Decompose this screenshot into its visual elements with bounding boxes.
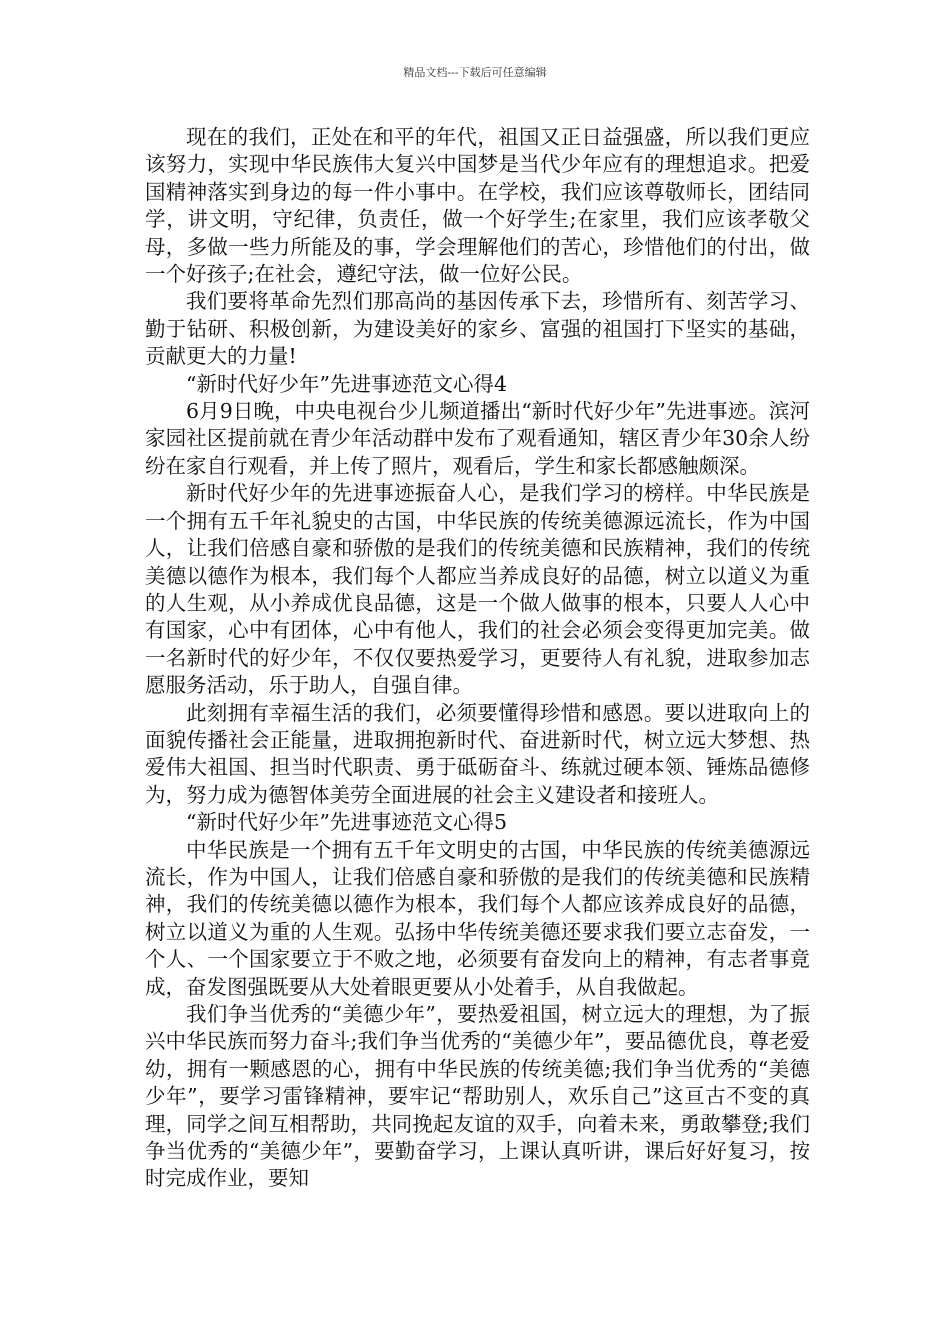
paragraph: 我们争当优秀的“美德少年”，要热爱祖国，树立远大的理想，为了振兴中华民族而努力奋斗;我们争当优秀的“美德少年”，要品德优良，尊老爱幼，拥有一颗感恩的心，拥有中华民族的传统美德;我们争当优秀的“美德少年”，要学习雷锋精神，要牢记“帮助别人，欢乐自己”这亘古不变的真理，同学之间互相帮助，共同挽起友谊的双手，向着未来，勇敢攀登;我们争当优秀的“美德少年”，要勤奋学习，上课认真听讲，课后好好复习，按时完成作业，要知: [145, 1002, 810, 1191]
section-heading: “新时代好少年”先进事迹范文心得4: [186, 371, 508, 396]
paragraph: 新时代好少年的先进事迹振奋人心，是我们学习的榜样。中华民族是一个拥有五千年礼貌史的古国，中华民族的传统美德源远流长，作为中国人，让我们倍感自豪和骄傲的是我们的传统美德和民族精神，我们的传统美德以德作为根本，我们每个人都应当养成良好的品德，树立以道义为重的人生观，从小养成优良品德，这是一个做人做事的根本，只要人人心中有国家，心中有团体，心中有他人，我们的社会必须会变得更加完美。做一名新时代的好少年，不仅仅要热爱学习，更要待人有礼貌，进取参加志愿服务活动，乐于助人，自强自律。: [145, 481, 810, 698]
page-header: 精品文档---下载后可任意编辑: [403, 66, 547, 79]
paragraph: 我们要将革命先烈们那高尚的基因传承下去，珍惜所有、刻苦学习、勤于钻研、积极创新，为建设美好的家乡、富强的祖国打下坚实的基础，贡献更大的力量!: [145, 289, 810, 369]
document-body: [145, 124, 810, 1193]
paragraph: 6月9日晚，中央电视台少儿频道播出“新时代好少年”先进事迹。滨河家园社区提前就在青少年活动群中发布了观看通知，辖区青少年30余人纷纷在家自行观看，并上传了照片，观看后，学生和家长都感触颇深。: [145, 399, 810, 478]
section-heading: “新时代好少年”先进事迹范文心得5: [186, 810, 508, 835]
paragraph: 此刻拥有幸福生活的我们，必须要懂得珍惜和感恩。要以进取向上的面貌传播社会正能量，进取拥抱新时代、奋进新时代，树立远大梦想、热爱伟大祖国、担当时代职责、勇于砥砺奋斗、练就过硬本领、锤炼品德修为，努力成为德智体美劳全面进展的社会主义建设者和接班人。: [145, 700, 810, 807]
paragraph: 现在的我们，正处在和平的年代，祖国又正日益强盛，所以我们更应该努力，实现中华民族伟大复兴中国梦是当代少年应有的理想追求。把爱国精神落实到身边的每一件小事中。在学校，我们应该尊敬师长，团结同学，讲文明，守纪律，负责任，做一个好学生;在家里，我们应该孝敬父母，多做一些力所能及的事，学会理解他们的苦心，珍惜他们的付出，做一个好孩子;在社会，遵纪守法，做一位好公民。: [145, 125, 810, 287]
paragraph: 中华民族是一个拥有五千年文明史的古国，中华民族的传统美德源远流长，作为中国人，让我们倍感自豪和骄傲的是我们的传统美德和民族精神，我们的传统美德以德作为根本，我们每个人都应该养成良好的品德，树立以道义为重的人生观。弘扬中华传统美德还要求我们要立志奋发，一个人、一个国家要立于不败之地，必须要有奋发向上的精神，有志者事竟成，奋发图强既要从大处着眼更要从小处着手，从自我做起。: [145, 837, 810, 999]
